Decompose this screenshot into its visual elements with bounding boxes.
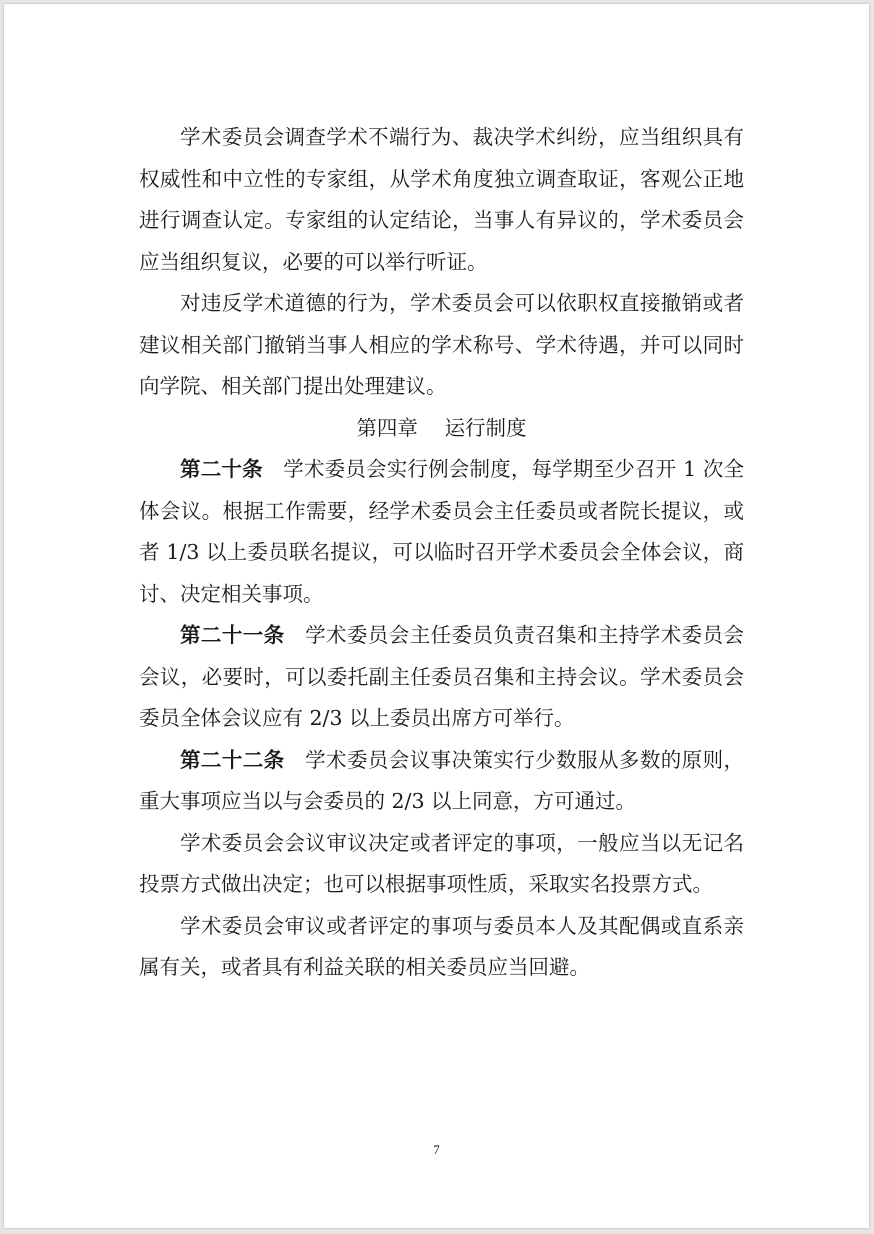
article-text: 学术委员会实行例会制度，每学期至少召开 1 次全体会议。根据工作需要，经学术委员会主任委员或者院长提议，或者 1/3 以上委员联名提议，可以临时召开学术委员会全体会议，商讨、决定相关事项。 <box>139 457 745 606</box>
page-number: 7 <box>433 1142 440 1157</box>
document-page <box>4 4 869 1228</box>
paragraph-voting-method: 学术委员会会议审议决定或者评定的事项，一般应当以无记名投票方式做出决定；也可以根据事项性质，采取实名投票方式。 <box>139 830 744 896</box>
article-text: 学术委员会主任委员负责召集和主持学术委员会会议，必要时，可以委托副主任委员召集和主持会议。学术委员会委员全体会议应有 2/3 以上委员出席方可举行。 <box>139 623 745 730</box>
paragraph-investigation: 学术委员会调查学术不端行为、裁决学术纠纷，应当组织具有权威性和中立性的专家组，从学术角度独立调查取证，客观公正地进行调查认定。专家组的认定结论，当事人有异议的，学术委员会应当组织复议，必要的可以举行听证。 <box>139 125 744 274</box>
paragraph-ethics-violation: 对违反学术道德的行为，学术委员会可以依职权直接撤销或者建议相关部门撤销当事人相应的学术称号、学术待遇，并可以同时向学院、相关部门提出处理建议。 <box>139 291 744 398</box>
article-number: 第二十一条 <box>180 623 285 647</box>
article-number: 第二十条 <box>180 457 263 481</box>
article-20 <box>139 449 744 615</box>
chapter-heading <box>139 408 744 450</box>
article-21 <box>139 615 744 740</box>
chapter-title: 运行制度 <box>444 415 527 440</box>
article-number: 第二十二条 <box>180 747 285 772</box>
paragraph-recusal: 学术委员会审议或者评定的事项与委员本人及其配偶或直系亲属有关，或者具有利益关联的相关委员应当回避。 <box>139 913 744 979</box>
chapter-number: 第四章 <box>356 415 418 440</box>
article-22 <box>139 740 744 823</box>
article-text: 学术委员会议事决策实行少数服从多数的原则，重大事项应当以与会委员的 2/3 以上同意，方可通过。 <box>139 747 745 813</box>
document-body <box>139 117 744 989</box>
